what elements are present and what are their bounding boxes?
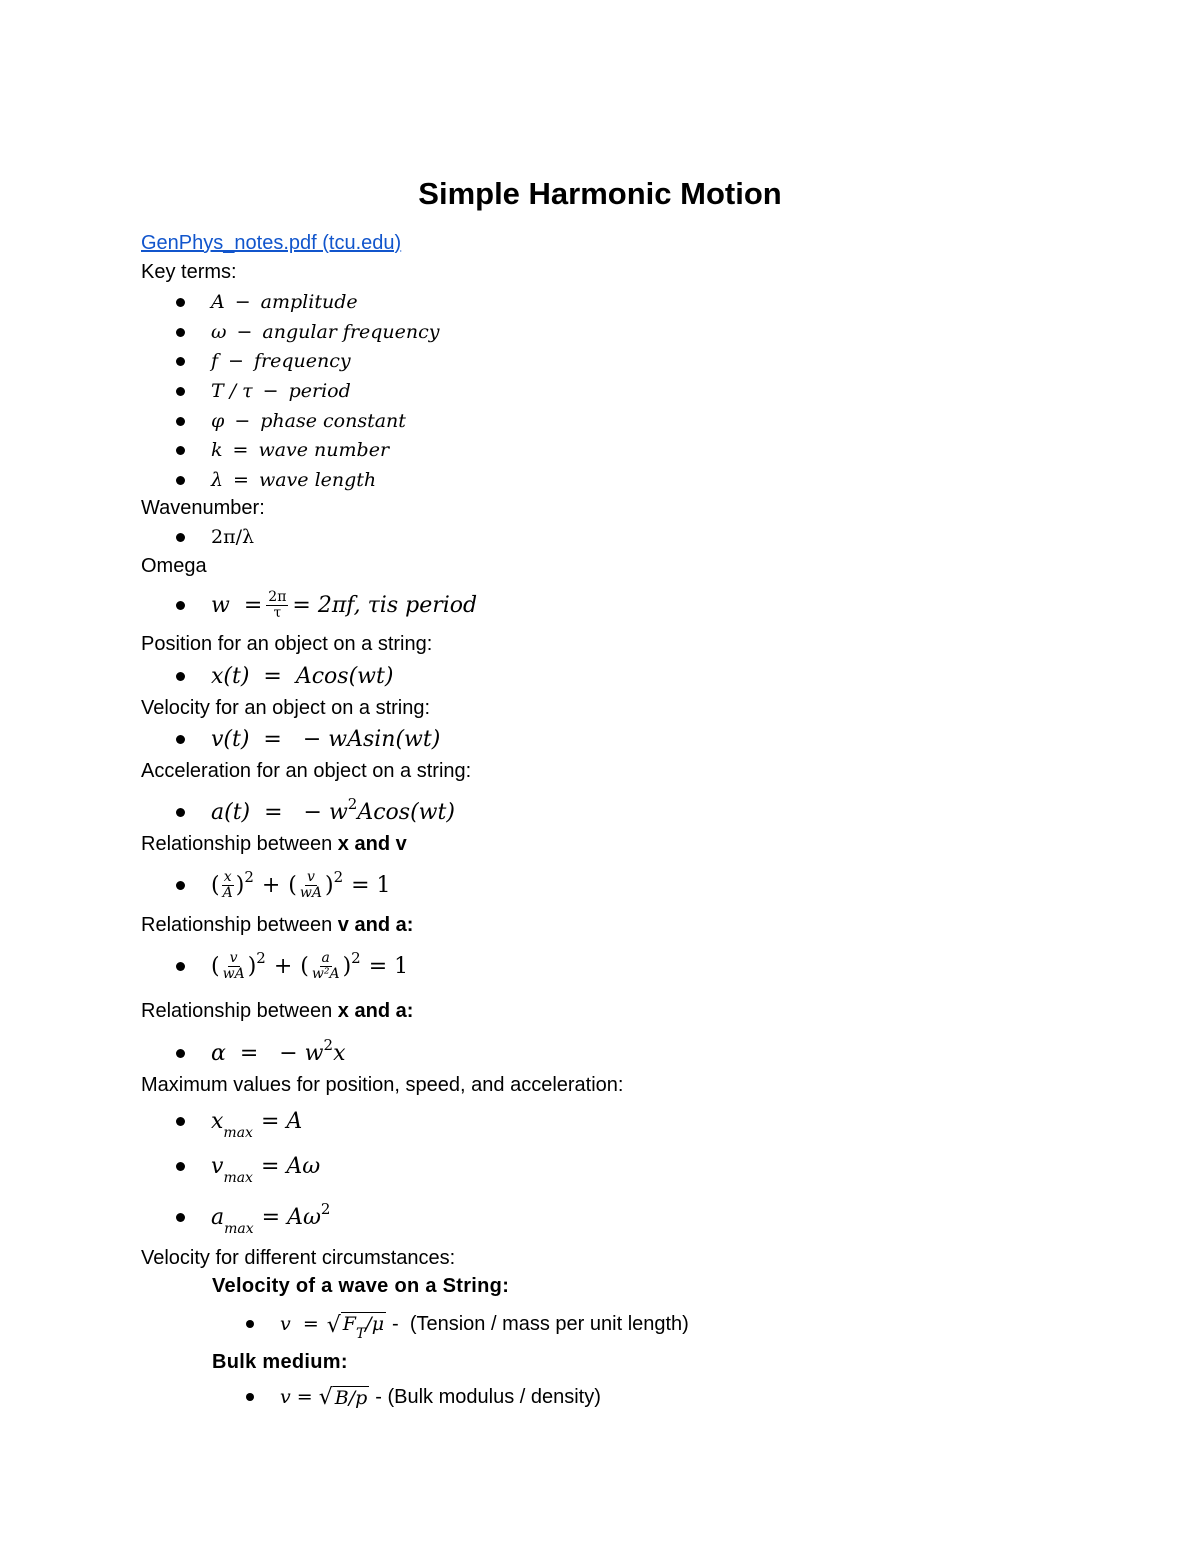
- key-term-item: [176, 376, 351, 406]
- list-item: ( $\frac{x}{A}$ ) $^2$ + ( $\frac{v}{wA}$ ) $^2$ = 1: [176, 864, 391, 906]
- key-term-item: [176, 287, 358, 317]
- list-item: [176, 586, 477, 624]
- key-term-symbol: ω: [211, 321, 227, 343]
- omega-rhs: = 2πf, τis period: [292, 592, 478, 618]
- list-item: [176, 794, 455, 830]
- xv-frac1-den: A: [222, 884, 233, 901]
- bullet-icon: [176, 357, 185, 366]
- velocity-formula: v(t) = − wAsin(wt): [211, 726, 441, 752]
- key-term-symbol: λ: [211, 469, 224, 491]
- page-title: Simple Harmonic Motion: [418, 176, 782, 211]
- bullet-icon: [176, 387, 185, 396]
- key-term-operator: −: [234, 410, 251, 432]
- list-item: ( $\frac{v}{wA}$ ) $^2$ + ( $\frac{a}{\text{w²A}}$ ) $^2$ = 1: [176, 944, 408, 988]
- max-value-item: [176, 1101, 302, 1141]
- xv-exp-1: 2: [244, 868, 254, 886]
- circumstances-heading: Velocity for different circumstances:: [141, 1247, 456, 1269]
- omega-frac-num: 2π: [268, 588, 287, 605]
- velocity-heading: Velocity for an object on a string:: [141, 697, 431, 719]
- max-value-item: [176, 1146, 320, 1186]
- acceleration-rhs: Acos(wt): [357, 799, 455, 825]
- bulk-medium-heading: Bulk medium:: [212, 1351, 348, 1373]
- bullet-icon: [176, 808, 185, 817]
- acceleration-exponent: 2: [347, 795, 358, 813]
- max-rhs: = A: [260, 1108, 303, 1134]
- wavenumber-heading: Wavenumber:: [141, 497, 265, 519]
- xv-rhs: = 1: [351, 872, 391, 898]
- rel-xa-heading-text: Relationship between: [141, 1000, 338, 1022]
- string-velocity-lhs: v =: [280, 1313, 319, 1335]
- va-fraction-1: [221, 951, 247, 982]
- key-term-description: wave number: [258, 439, 390, 461]
- bullet-icon: [176, 446, 185, 455]
- key-term-description: period: [288, 380, 351, 402]
- bullet-icon: [176, 672, 185, 681]
- key-term-symbol: f: [211, 350, 219, 372]
- key-term-operator: −: [262, 380, 279, 402]
- list-item: [176, 1035, 345, 1071]
- string-rad-tail: /μ: [365, 1312, 385, 1335]
- key-term-item: [176, 406, 406, 436]
- key-term-description: angular frequency: [262, 321, 440, 343]
- key-term-description: wave length: [258, 469, 377, 491]
- bullet-icon: [176, 962, 185, 971]
- string-velocity-note: - (Tension / mass per unit length): [392, 1312, 689, 1335]
- acceleration-heading: Acceleration for an object on a string:: [141, 760, 472, 782]
- key-term-item: [176, 317, 440, 347]
- bullet-icon: [176, 298, 185, 307]
- max-rhs: = Aω: [261, 1204, 321, 1230]
- bullet-icon: [176, 1117, 185, 1126]
- bullet-icon: [176, 1213, 185, 1222]
- rel-xa-heading-bold: x and a:: [337, 1000, 414, 1022]
- xv-frac2-num: v: [306, 868, 315, 885]
- key-term-symbol: k: [211, 439, 223, 461]
- xa-exp: 2: [323, 1036, 334, 1054]
- key-term-item: [176, 435, 389, 465]
- key-term-operator: −: [234, 291, 251, 313]
- xv-exp-2: 2: [333, 868, 344, 886]
- maximum-heading: Maximum values for position, speed, and acceleration:: [141, 1074, 624, 1096]
- wavenumber-formula: 2π/λ: [211, 526, 255, 548]
- rel-xv-heading-text: Relationship between: [141, 833, 338, 855]
- string-velocity-heading: Velocity of a wave on a String:: [212, 1275, 510, 1297]
- va-rhs: = 1: [368, 953, 409, 979]
- xv-fraction-1: [221, 870, 235, 901]
- max-subscript: max: [223, 1170, 253, 1186]
- omega-eq: =: [243, 592, 263, 618]
- sqrt-icon: √ B/p: [318, 1384, 368, 1410]
- acceleration-lhs: a(t) = − w: [211, 799, 348, 825]
- list-item: [246, 1306, 689, 1342]
- va-frac1-num: v: [229, 949, 238, 966]
- bullet-icon: [176, 417, 185, 426]
- xv-fraction-2: [298, 870, 324, 901]
- omega-frac-den: τ: [273, 604, 282, 621]
- xa-rhs: x: [333, 1040, 346, 1066]
- va-fraction-2: [310, 951, 342, 982]
- bullet-icon: [176, 601, 185, 610]
- rel-va-heading: [141, 912, 413, 938]
- rel-va-heading-bold: v and a:: [337, 914, 414, 936]
- key-term-description: amplitude: [260, 291, 358, 313]
- bullet-icon: [176, 533, 185, 542]
- key-term-item: [176, 465, 376, 495]
- bullet-icon: [176, 735, 185, 744]
- xv-plus: +: [261, 872, 281, 898]
- xv-frac2-den: wA: [299, 884, 322, 901]
- string-rad-main: F: [342, 1312, 356, 1335]
- max-value-item: [176, 1197, 330, 1237]
- va-frac2-num: a: [321, 949, 330, 966]
- list-item: [176, 522, 254, 552]
- sqrt-icon: √ $F_T/\mu$: [326, 1312, 385, 1342]
- rel-va-heading-text: Relationship between: [141, 914, 338, 936]
- xa-lhs: α = − w: [211, 1040, 324, 1066]
- position-heading: Position for an object on a string:: [141, 633, 433, 655]
- omega-heading: Omega: [141, 555, 207, 577]
- rel-xv-heading: [141, 831, 407, 857]
- key-term-operator: =: [233, 469, 249, 491]
- va-exp-2: 2: [351, 949, 361, 967]
- xv-frac1-num: x: [223, 868, 232, 885]
- bulk-velocity-lhs: v =: [280, 1386, 313, 1408]
- key-term-symbol: φ: [211, 410, 225, 432]
- bulk-velocity-note: - (Bulk modulus / density): [375, 1385, 601, 1408]
- max-symbol: a: [211, 1204, 225, 1230]
- bullet-icon: [246, 1320, 254, 1328]
- key-term-description: phase constant: [260, 410, 406, 432]
- key-term-operator: −: [228, 350, 244, 372]
- list-item: [246, 1381, 601, 1413]
- va-frac1-den: wA: [222, 965, 245, 982]
- omega-lhs: w: [211, 592, 230, 618]
- va-frac2-den: w²A: [311, 965, 340, 982]
- list-item: [176, 661, 393, 691]
- key-term-operator: =: [232, 439, 249, 461]
- key-term-operator: −: [236, 321, 253, 343]
- max-subscript: max: [223, 1125, 253, 1141]
- omega-fraction: [266, 590, 288, 621]
- key-term-symbol: T / τ: [211, 380, 253, 402]
- key-term-description: frequency: [253, 350, 351, 372]
- max-exponent: 2: [320, 1200, 331, 1218]
- source-link[interactable]: GenPhys_notes.pdf (tcu.edu): [141, 232, 402, 254]
- list-item: [176, 724, 440, 754]
- rel-xa-heading: [141, 998, 413, 1024]
- bulk-rad: B/p: [334, 1386, 368, 1409]
- key-term-symbol: A: [211, 291, 225, 313]
- max-symbol: x: [211, 1108, 224, 1134]
- key-terms-heading: Key terms:: [141, 261, 237, 283]
- max-subscript: max: [224, 1221, 254, 1237]
- bullet-icon: [176, 1049, 185, 1058]
- bullet-icon: [176, 1162, 185, 1171]
- position-formula: x(t) = Acos(wt): [211, 663, 394, 689]
- bullet-icon: [176, 476, 185, 485]
- va-plus: +: [273, 953, 293, 979]
- max-rhs: = Aω: [260, 1153, 321, 1179]
- string-rad-sub: T: [355, 1325, 366, 1342]
- va-exp-1: 2: [256, 949, 266, 967]
- bullet-icon: [176, 881, 185, 890]
- bullet-icon: [176, 328, 185, 337]
- key-term-item: [176, 346, 351, 376]
- rel-xv-heading-bold: x and v: [337, 833, 407, 855]
- max-symbol: v: [211, 1153, 224, 1179]
- bullet-icon: [246, 1393, 254, 1401]
